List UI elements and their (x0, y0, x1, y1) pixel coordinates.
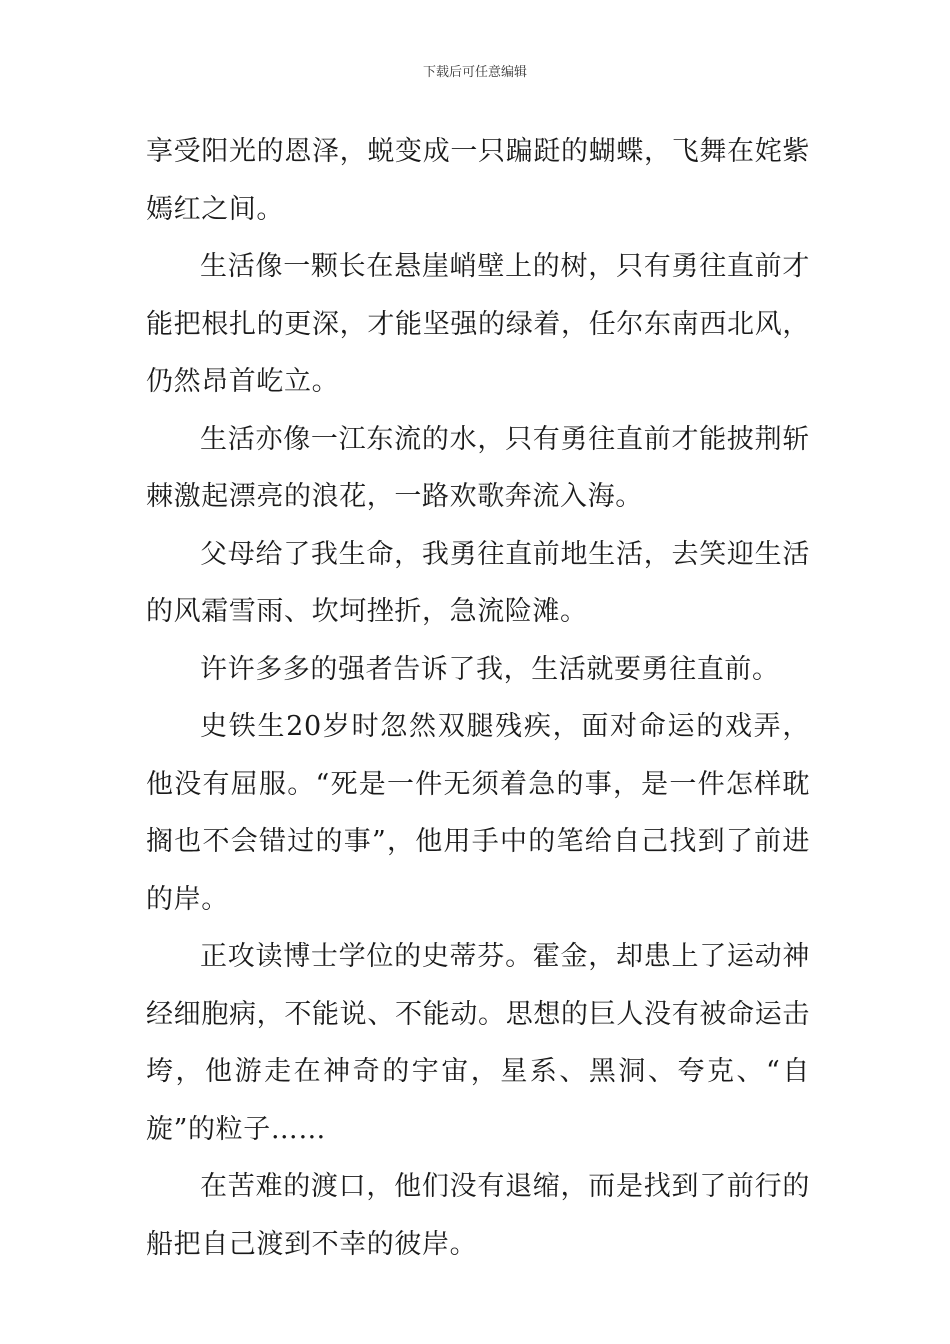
paragraph-7: 正攻读博士学位的史蒂芬。霍金，却患上了运动神经细胞病，不能说、不能动。思想的巨人没有被命运击垮，他游走在神奇的宇宙，星系、黑洞、夸克、“自旋”的粒子…… (146, 941, 810, 1145)
paragraph-2: 生活像一颗长在悬崖峭壁上的树，只有勇往直前才能把根扎的更深，才能坚强的绿着，任尔东南西北风，仍然昂首屹立。 (146, 251, 810, 397)
paragraph-8: 在苦难的渡口，他们没有退缩，而是找到了前行的船把自己渡到不幸的彼岸。 (146, 1171, 810, 1260)
paragraph-5: 许许多多的强者告诉了我，生活就要勇往直前。 (200, 653, 780, 685)
paragraph-1: 享受阳光的恩泽，蜕变成一只蹁跹的蝴蝶，飞舞在姹紫嫣红之间。 (146, 136, 810, 225)
paragraph-3: 生活亦像一江东流的水，只有勇往直前才能披荆斩棘激起漂亮的浪花，一路欢歌奔流入海。 (146, 423, 810, 512)
page-header: 下载后可任意编辑 (422, 65, 527, 80)
paragraph-6: 史铁生20岁时忽然双腿残疾，面对命运的戏弄，他没有屈服。“死是一件无须着急的事，是一件怎样耽搁也不会错过的事”，他用手中的笔给自己找到了前进的岸。 (146, 711, 810, 915)
document-body (146, 123, 810, 1273)
paragraph-4: 父母给了我生命，我勇往直前地生活，去笑迎生活的风霜雪雨、坎坷挫折，急流险滩。 (146, 538, 810, 627)
